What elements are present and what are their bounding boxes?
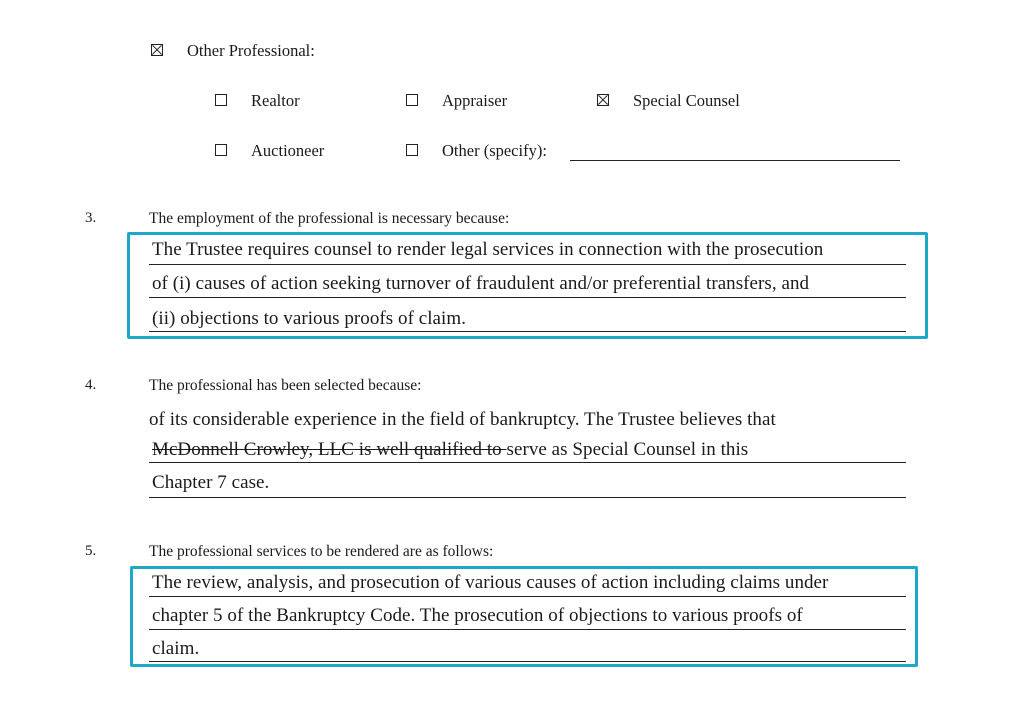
appraiser-checkbox[interactable] xyxy=(406,94,418,106)
auctioneer-label: Auctioneer xyxy=(251,141,325,160)
item-5-number: 5. xyxy=(85,543,97,559)
item-4-line-1: of its considerable experience in the field of bankruptcy. The Trustee believes that xyxy=(149,409,776,430)
item-5-line-1: The review, analysis, and prosecution of various causes of action including claims under xyxy=(152,572,829,593)
other-professional-label: Other Professional: xyxy=(187,41,315,60)
item-4-line-2 xyxy=(152,439,748,461)
item-4-line-2-rest: serve as Special Counsel in this xyxy=(506,439,749,460)
item-4-underline-1 xyxy=(149,462,906,463)
item-3-line-1: The Trustee requires counsel to render legal services in connection with the prosecution xyxy=(152,239,824,260)
other-specify-field[interactable] xyxy=(570,160,900,161)
other-professional-checkbox[interactable] xyxy=(151,44,163,56)
item-3-prompt: The employment of the professional is necessary because: xyxy=(149,210,510,227)
item-4-underline-2 xyxy=(149,497,906,498)
item-4-prompt: The professional has been selected because: xyxy=(149,377,422,394)
item-4-struck-text: McDonnell Crowley, LLC is well qualified to xyxy=(152,439,507,460)
appraiser-label: Appraiser xyxy=(442,91,508,110)
item-3-line-3: (ii) objections to various proofs of claim. xyxy=(152,308,466,329)
item-4-number: 4. xyxy=(85,377,97,393)
realtor-label: Realtor xyxy=(251,91,300,110)
item-3-line-2: of (i) causes of action seeking turnover of fraudulent and/or preferential transfers, and xyxy=(152,273,810,294)
auctioneer-checkbox[interactable] xyxy=(215,144,227,156)
item-5-prompt: The professional services to be rendered are as follows: xyxy=(149,543,494,560)
other-specify-checkbox[interactable] xyxy=(406,144,418,156)
other-specify-label: Other (specify): xyxy=(442,141,547,160)
item-5-highlight-box xyxy=(130,566,918,667)
realtor-checkbox[interactable] xyxy=(215,94,227,106)
item-5-line-2: chapter 5 of the Bankruptcy Code. The prosecution of objections to various proofs of xyxy=(152,605,803,626)
item-5-line-3: claim. xyxy=(152,638,200,659)
item-3-highlight-box xyxy=(127,232,928,339)
item-3-number: 3. xyxy=(85,210,97,226)
special-counsel-checkbox[interactable] xyxy=(597,94,609,106)
special-counsel-label: Special Counsel xyxy=(633,91,740,110)
item-4-line-3: Chapter 7 case. xyxy=(152,472,270,493)
